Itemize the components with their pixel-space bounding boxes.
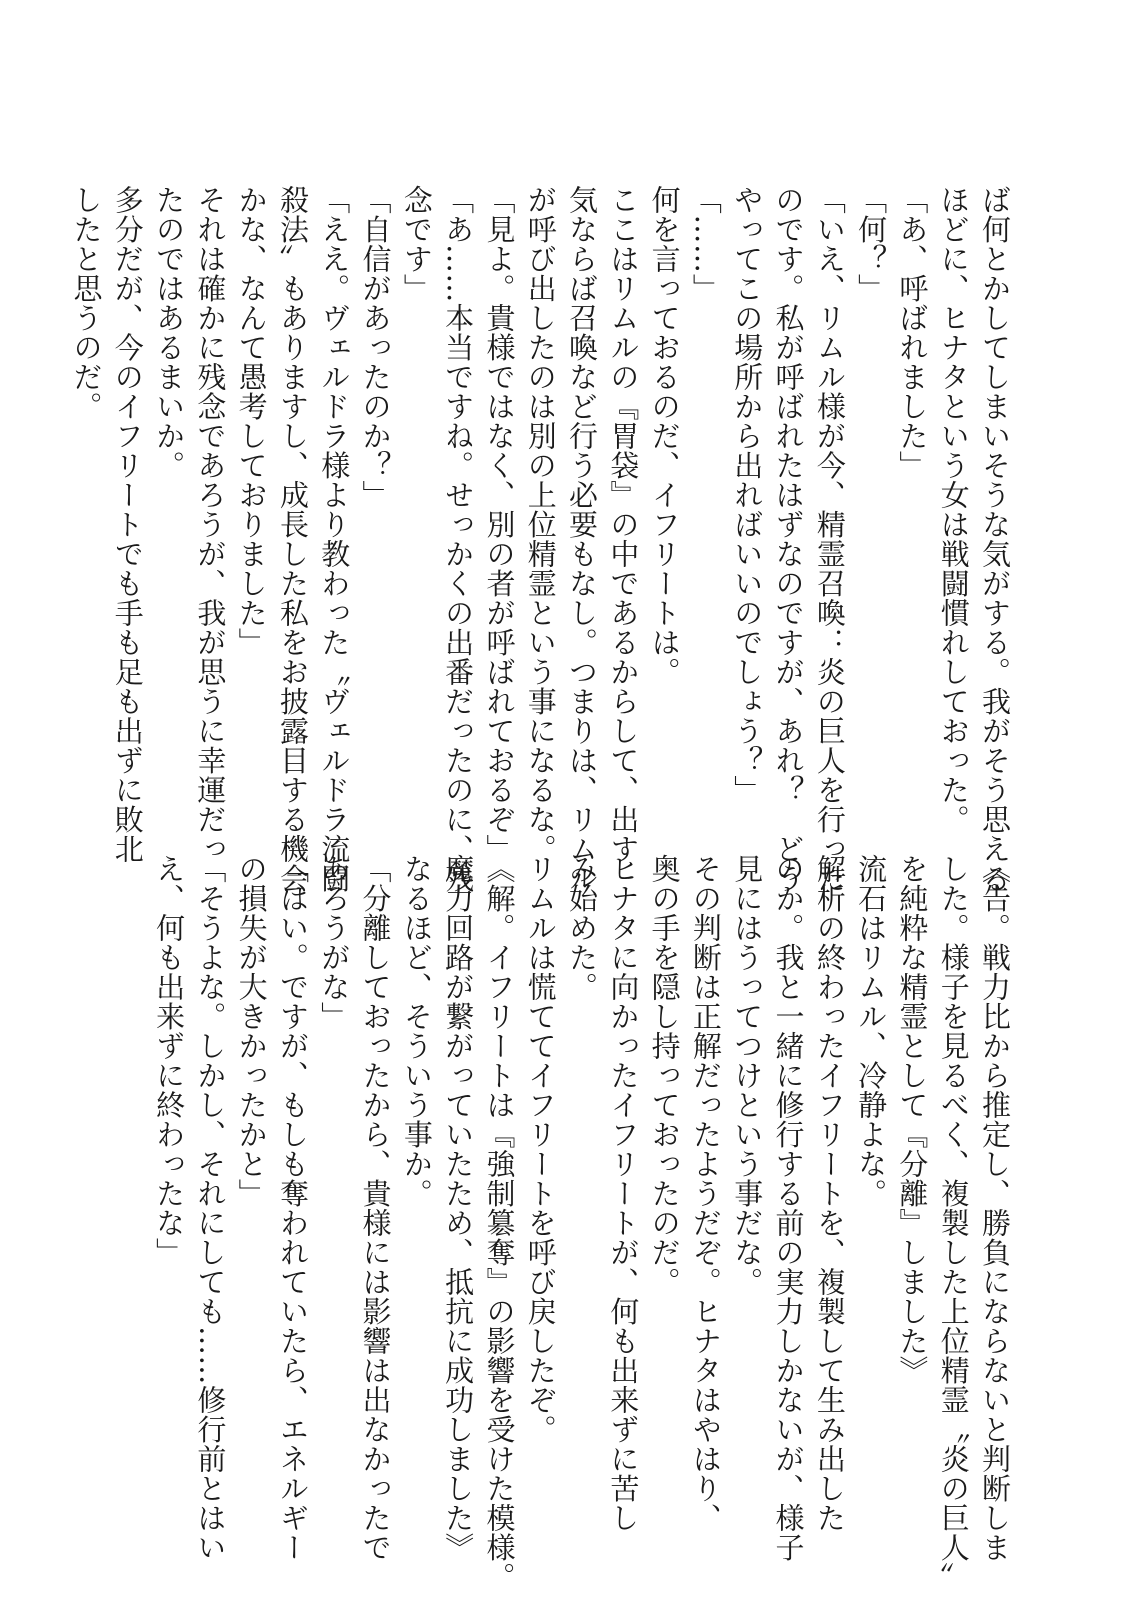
text-line: 《解。イフリートは『強制簒奪』の影響を受けた模様。 [482, 854, 517, 1592]
text-line: み始めた。 [565, 854, 600, 1002]
text-line: 気ならば召喚など行う必要もなし。つまりは、リムル [565, 185, 600, 893]
text-line: のか。我と一緒に修行する前の実力しかないが、様子 [771, 854, 806, 1562]
text-line: ほどに、ヒナタという女は戦闘慣れしておった。 [936, 185, 971, 834]
text-line: したと思うのだ。 [69, 185, 104, 421]
text-line: 「自信があったのか？」 [358, 185, 393, 510]
text-line: 念です」 [399, 185, 434, 303]
text-line: 流石はリムル、冷静よな。 [854, 854, 889, 1208]
text-line: 解析の終わったイフリートを、複製して生み出した [812, 854, 847, 1533]
text-line: を純粋な精霊として『分離』しました》 [895, 854, 930, 1385]
text-line: え、何も出来ずに終わったな」 [152, 854, 187, 1267]
text-line: 魔力回路が繋がっていたため、抵抗に成功しました》 [441, 854, 476, 1562]
text-line: 「何？」 [854, 185, 889, 303]
text-line: 「見よ。貴様ではなく、別の者が呼ばれておるぞ」 [482, 185, 517, 864]
text-line: ここはリムルの『胃袋』の中であるからして、出す [606, 185, 641, 864]
text-line: 奥の手を隠し持っておったのだ。 [647, 854, 682, 1297]
text-line: 「いえ、リムル様が今、精霊召喚：炎の巨人を行った [812, 185, 847, 893]
text-line: 「あ……本当ですね。せっかくの出番だったのに、残 [441, 185, 476, 893]
text-line: 見にはうってつけという事だな。 [730, 854, 765, 1297]
text-line: 「ええ。ヴェルドラ様より教わった〝ヴェルドラ流闘 [317, 185, 352, 893]
text-line: 多分だが、今のイフリートでも手も足も出ずに敗北 [110, 185, 145, 864]
text-line: ば何とかしてしまいそうな気がする。我がそう思える [978, 185, 1012, 893]
text-line: かな、なんて愚考しておりました」 [234, 185, 269, 657]
text-line: の損失が大きかったかと」 [234, 854, 269, 1208]
bottom-text-block [152, 854, 1015, 1592]
text-line: 「はい。ですが、もしも奪われていたら、エネルギー [275, 854, 310, 1562]
text-line: した。様子を見るべく、複製した上位精霊〝炎の巨人〟 [936, 854, 971, 1592]
text-line: やってこの場所から出ればいいのでしょう？」 [730, 185, 765, 805]
text-line: 「……」 [688, 185, 723, 303]
text-line: あろうがな」 [317, 854, 352, 1031]
text-line: 「分離しておったから、貴様には影響は出なかったで [358, 854, 393, 1562]
text-line: なるほど、そういう事か。 [399, 854, 434, 1208]
text-line: 殺法〟もありますし、成長した私をお披露目する機会 [275, 185, 310, 893]
text-line: その判断は正解だったようだぞ。ヒナタはやはり、 [688, 854, 723, 1533]
text-line: 「あ、呼ばれました」 [895, 185, 930, 480]
text-line: が呼び出したのは別の上位精霊という事になるな。 [523, 185, 558, 864]
text-line: 「そうよな。しかし、それにしても……修行前とはい [193, 854, 228, 1562]
top-text-block [69, 185, 1015, 893]
text-line: ヒナタに向かったイフリートが、何も出来ずに苦し [606, 854, 641, 1533]
text-line: 《告。戦力比から推定し、勝負にならないと判断しま [978, 854, 1012, 1562]
text-line: それは確かに残念であろうが、我が思うに幸運だっ [193, 185, 228, 864]
text-line: たのではあるまいか。 [152, 185, 187, 480]
text-line: 何を言っておるのだ、イフリートは。 [647, 185, 682, 687]
text-line: リムルは慌ててイフリートを呼び戻したぞ。 [523, 854, 558, 1444]
text-line: のです。私が呼ばれたはずなのですが、あれ？ どう [771, 185, 806, 893]
